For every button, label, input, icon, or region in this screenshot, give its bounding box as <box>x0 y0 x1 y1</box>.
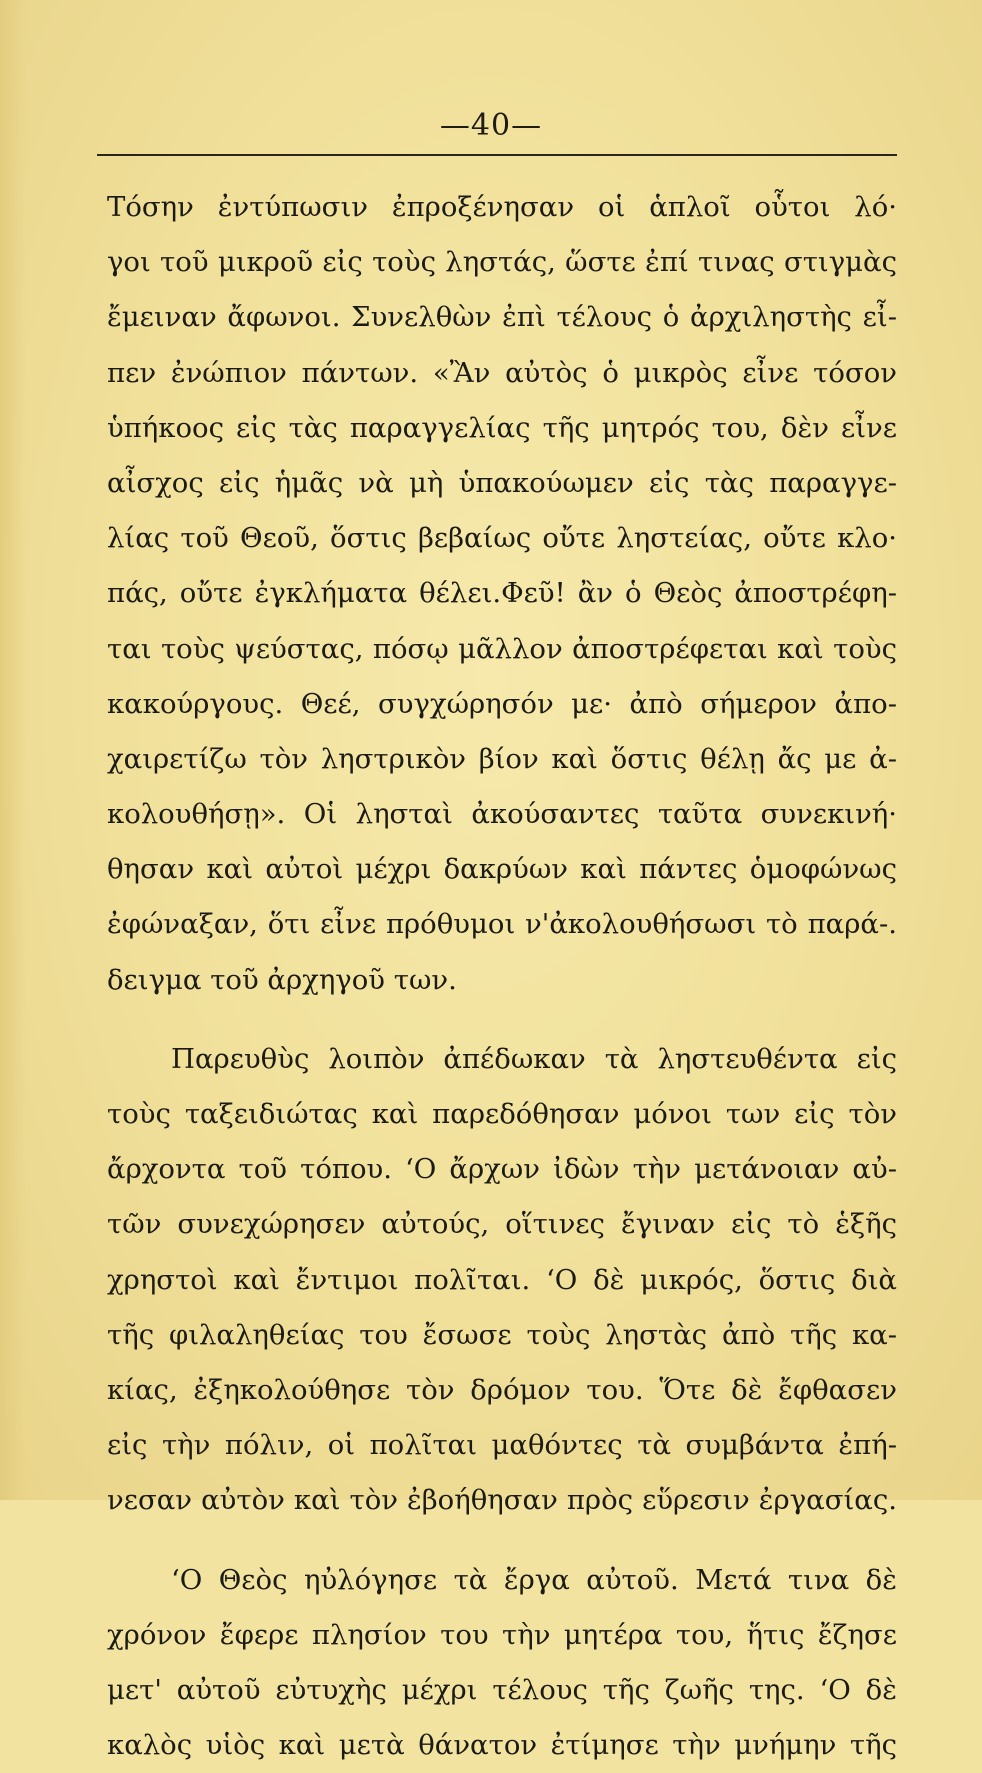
text-line: Παρευθὺς λοιπὸν ἀπέδωκαν τὰ ληστευθέντα εἰς <box>107 1032 897 1087</box>
text-line: μετ' αὐτοῦ εὐτυχὴς μέχρι τέλους τῆς ζωῆς της. ‘Ο δὲ <box>107 1663 897 1718</box>
paragraph-1 <box>107 180 897 1008</box>
text-line: ἐφώναξαν, ὅτι εἶνε πρόθυμοι ν'ἀκολουθήσωσι τὸ παρά-. <box>107 897 897 952</box>
text-line: γοι τοῦ μικροῦ εἰς τοὺς ληστάς, ὥστε ἐπί τινας στιγμὰς <box>107 235 897 290</box>
text-line: δειγμα τοῦ ἀρχηγοῦ των. <box>107 953 897 1008</box>
text-line: νεσαν αὐτὸν καὶ τὸν ἐβοήθησαν πρὸς εὕρεσιν ἐργασίας. <box>107 1473 897 1528</box>
paragraph-gap <box>107 1008 897 1032</box>
text-line: ἄρχοντα τοῦ τόπου. ‘Ο ἄρχων ἰδὼν τὴν μετάνοιαν αὐ- <box>107 1142 897 1197</box>
text-line: Τόσην ἐντύπωσιν ἐπροξένησαν οἱ ἁπλοῖ οὗτοι λό· <box>107 180 897 235</box>
text-line: ‘Ο Θεὸς ηὐλόγησε τὰ ἔργα αὐτοῦ. Μετά τινα δὲ <box>107 1553 897 1608</box>
text-line: καλὸς υἱὸς καὶ μετὰ θάνατον ἐτίμησε τὴν μνήμην τῆς <box>107 1718 897 1773</box>
page-edge-shadow <box>0 0 26 1500</box>
text-line: ἔμειναν ἄφωνοι. Συνελθὼν ἐπὶ τέλους ὁ ἀρχιληστὴς εἶ- <box>107 290 897 345</box>
text-line: πεν ἐνώπιον πάντων. «Ἂν αὐτὸς ὁ μικρὸς εἶνε τόσον <box>107 346 897 401</box>
paragraph-3 <box>107 1553 897 1773</box>
text-line: πάς, οὔτε ἐγκλήματα θέλει.Φεῦ! ἂν ὁ Θεὸς ἀποστρέφη- <box>107 566 897 621</box>
text-line: χρόνον ἔφερε πλησίον του τὴν μητέρα του, ἥτις ἔζησε <box>107 1608 897 1663</box>
text-line: εἰς τὴν πόλιν, οἱ πολῖται μαθόντες τὰ συμβάντα ἐπή- <box>107 1418 897 1473</box>
text-line: τοὺς ταξειδιώτας καὶ παρεδόθησαν μόνοι των εἰς τὸν <box>107 1087 897 1142</box>
text-line: ται τοὺς ψεύστας, πόσῳ μᾶλλον ἀποστρέφεται καὶ τοὺς <box>107 622 897 677</box>
text-line: κίας, ἐξηκολούθησε τὸν δρόμον του. Ὅτε δὲ ἔφθασεν <box>107 1363 897 1418</box>
text-body <box>107 180 897 1773</box>
text-line: τῆς φιλαληθείας του ἔσωσε τοὺς ληστὰς ἀπὸ τῆς κα- <box>107 1308 897 1363</box>
paragraph-gap <box>107 1529 897 1553</box>
paragraph-2 <box>107 1032 897 1529</box>
text-line: αἶσχος εἰς ἡμᾶς νὰ μὴ ὑπακούωμεν εἰς τὰς παραγγε- <box>107 456 897 511</box>
header-rule <box>97 154 897 156</box>
page-number: —40— <box>0 108 982 143</box>
text-line: λίας τοῦ Θεοῦ, ὅστις βεβαίως οὔτε ληστείας, οὔτε κλο· <box>107 511 897 566</box>
text-line: θησαν καὶ αὐτοὶ μέχρι δακρύων καὶ πάντες ὁμοφώνως <box>107 842 897 897</box>
text-line: κακούργους. Θεέ, συγχώρησόν με· ἀπὸ σήμερον ἀπο- <box>107 677 897 732</box>
text-line: χαιρετίζω τὸν ληστρικὸν βίον καὶ ὅστις θέλῃ ἄς με ἀ- <box>107 732 897 787</box>
text-line: τῶν συνεχώρησεν αὐτούς, οἵτινες ἔγιναν εἰς τὸ ἑξῆς <box>107 1197 897 1252</box>
text-line: ὑπήκοος εἰς τὰς παραγγελίας τῆς μητρός του, δὲν εἶνε <box>107 401 897 456</box>
text-line: χρηστοὶ καὶ ἔντιμοι πολῖται. ‘Ο δὲ μικρός, ὅστις διὰ <box>107 1253 897 1308</box>
text-line: κολουθήσῃ». Οἱ λησταὶ ἀκούσαντες ταῦτα συνεκινή· <box>107 787 897 842</box>
